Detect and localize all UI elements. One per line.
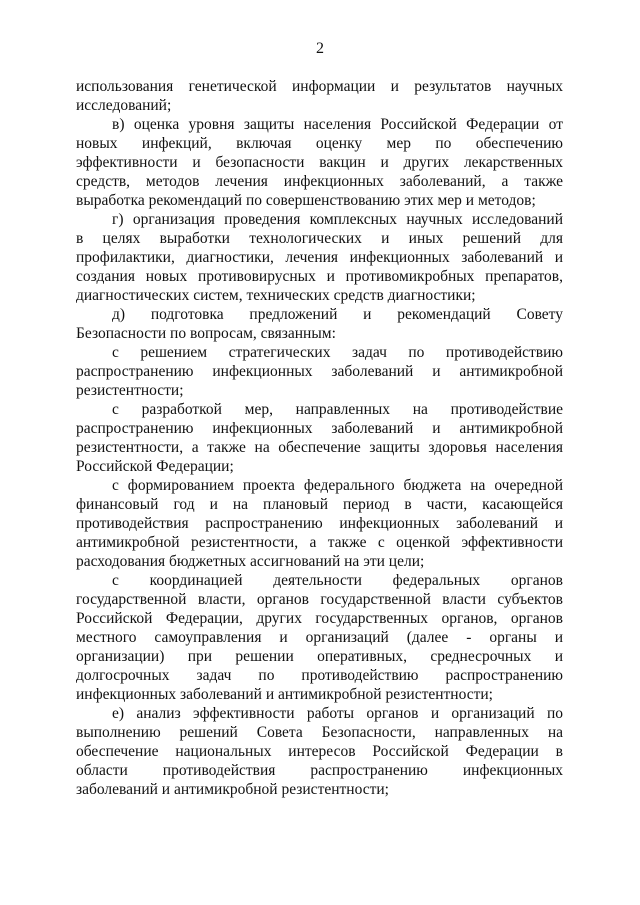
text-line: инфекционных заболеваний и антимикробной резистентности; <box>76 686 493 703</box>
text-line: в целях выработки технологических и иных решений для <box>76 230 563 247</box>
text-line: использования генетической информации и результатов научных <box>76 78 563 95</box>
text-line: долгосрочных задач по противодействию распространению <box>76 667 563 684</box>
text-line: средств, методов лечения инфекционных заболеваний, а также <box>76 173 563 190</box>
text-line: антимикробной резистентности, а также с оценкой эффективности <box>76 534 563 551</box>
text-line: д) подготовка предложений и рекомендаций Совету <box>112 306 563 323</box>
text-line: с решением стратегических задач по противодействию <box>112 344 563 361</box>
text-line: обеспечение национальных интересов Российской Федерации в <box>76 743 563 760</box>
text-line: е) анализ эффективности работы органов и организаций по <box>112 705 563 722</box>
text-line: заболеваний и антимикробной резистентности; <box>76 781 389 798</box>
text-line: финансовый год и на плановый период в части, касающейся <box>76 496 563 513</box>
document-body <box>76 77 563 799</box>
text-line: расходования бюджетных ассигнований на эти цели; <box>76 553 425 570</box>
text-line: новых инфекций, включая оценку мер по обеспечению <box>76 135 563 152</box>
text-line: выработка рекомендаций по совершенствованию этих мер и методов; <box>76 192 536 209</box>
text-line: с разработкой мер, направленных на противодействие <box>112 401 563 418</box>
text-line: профилактики, диагностики, лечения инфекционных заболеваний и <box>76 249 563 266</box>
text-line: резистентности, а также на обеспечение защиты здоровья населения <box>76 439 563 456</box>
text-line: местного самоуправления и организаций (далее - органы и <box>76 629 563 646</box>
text-line: государственной власти, органов государственной власти субъектов <box>76 591 563 608</box>
text-line: организации) при решении оперативных, среднесрочных и <box>76 648 563 665</box>
text-line: создания новых противовирусных и противомикробных препаратов, <box>76 268 563 285</box>
text-line: противодействия распространению инфекционных заболеваний и <box>76 515 563 532</box>
text-line: выполнению решений Совета Безопасности, направленных на <box>76 724 563 741</box>
text-line: области противодействия распространению инфекционных <box>76 762 563 779</box>
text-line: исследований; <box>76 97 172 114</box>
text-line: с координацией деятельности федеральных органов <box>112 572 563 589</box>
text-line: с формированием проекта федерального бюджета на очередной <box>112 477 563 494</box>
text-line: в) оценка уровня защиты населения Российской Федерации от <box>112 116 563 133</box>
text-line: диагностических систем, технических средств диагностики; <box>76 287 476 304</box>
text-line: Российской Федерации, других государственных органов, органов <box>76 610 563 627</box>
page-number: 2 <box>316 40 324 57</box>
text-line: эффективности и безопасности вакцин и других лекарственных <box>76 154 563 171</box>
text-line: распространению инфекционных заболеваний и антимикробной <box>76 363 563 380</box>
text-line: Российской Федерации; <box>76 458 234 475</box>
text-line: распространению инфекционных заболеваний и антимикробной <box>76 420 563 437</box>
text-line: Безопасности по вопросам, связанным: <box>76 325 336 342</box>
text-line: резистентности; <box>76 382 184 399</box>
text-line: г) организация проведения комплексных научных исследований <box>112 211 563 228</box>
